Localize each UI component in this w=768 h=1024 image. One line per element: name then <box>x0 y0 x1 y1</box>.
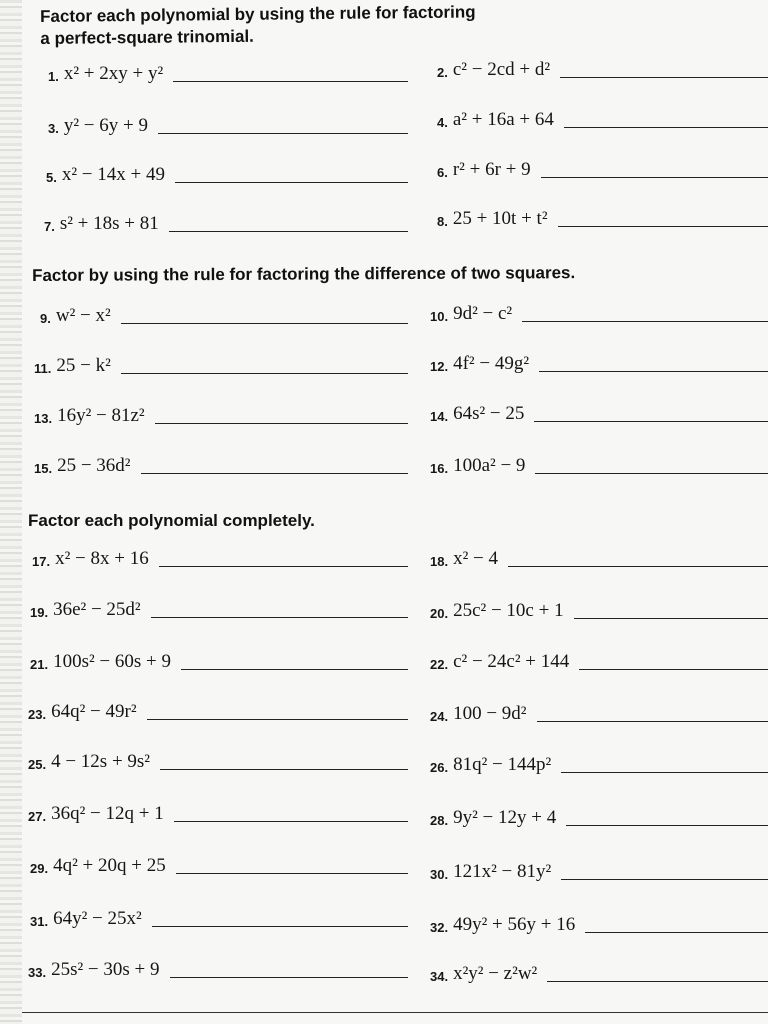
problem-3 <box>48 112 408 138</box>
problem-number: 27. <box>28 809 47 824</box>
answer-line[interactable] <box>152 926 408 927</box>
answer-line[interactable] <box>121 373 408 374</box>
problem-27 <box>28 800 408 826</box>
answer-line[interactable] <box>508 566 768 567</box>
problem-31 <box>30 905 408 931</box>
problem-number: 10. <box>430 309 449 324</box>
problem-expression: 4 − 12s + 9s² <box>51 751 150 772</box>
answer-line[interactable] <box>176 873 408 874</box>
problem-number: 31. <box>30 914 49 929</box>
problem-expression: x² − 4 <box>453 548 498 569</box>
answer-line[interactable] <box>141 473 409 474</box>
problem-expression: 64y² − 25x² <box>53 908 142 929</box>
problem-number: 19. <box>30 605 49 620</box>
problem-expression: r² + 6r + 9 <box>452 159 531 180</box>
problem-18 <box>430 545 768 571</box>
problem-number: 1. <box>48 69 59 84</box>
answer-line[interactable] <box>170 977 409 978</box>
problem-number: 28. <box>430 813 449 828</box>
answer-line[interactable] <box>561 879 768 880</box>
problem-number: 32. <box>430 920 449 935</box>
problem-expression: x² − 8x + 16 <box>55 548 149 569</box>
problem-12 <box>430 350 768 376</box>
problem-number: 26. <box>430 760 449 775</box>
problem-expression: x² − 14x + 49 <box>61 164 165 185</box>
problem-25 <box>28 748 408 774</box>
section-2-heading: Factor by using the rule for factoring the difference of two squares. <box>32 263 576 285</box>
problem-30 <box>430 858 768 884</box>
problem-11 <box>34 352 408 378</box>
answer-line[interactable] <box>175 182 408 183</box>
problem-expression: 100s² − 60s + 9 <box>53 651 171 672</box>
problem-number: 25. <box>28 757 47 772</box>
answer-line[interactable] <box>561 772 768 773</box>
problem-expression: 4f² − 49g² <box>453 353 530 374</box>
problem-28 <box>430 804 768 830</box>
section-3-heading: Factor each polynomial completely. <box>28 511 315 530</box>
problem-expression: 9y² − 12y + 4 <box>453 807 557 828</box>
problem-number: 11. <box>34 361 52 376</box>
problem-13 <box>34 402 408 428</box>
problem-number: 29. <box>30 861 49 876</box>
answer-line[interactable] <box>585 932 768 933</box>
answer-line[interactable] <box>534 421 768 422</box>
answer-line[interactable] <box>121 323 408 324</box>
problem-expression: 25 − 36d² <box>57 455 131 476</box>
answer-line[interactable] <box>566 825 768 826</box>
problem-expression: c² − 24c² + 144 <box>453 651 570 672</box>
page-binding-edge <box>0 0 22 1024</box>
problem-20 <box>430 597 768 623</box>
problem-number: 2. <box>437 65 448 80</box>
answer-line[interactable] <box>574 618 768 619</box>
problem-number: 4. <box>437 115 448 130</box>
answer-line[interactable] <box>181 669 408 670</box>
problem-number: 22. <box>430 657 449 672</box>
problem-expression: 100a² − 9 <box>453 455 526 476</box>
problem-4 <box>437 106 768 132</box>
problem-23 <box>28 698 408 724</box>
answer-line[interactable] <box>158 133 408 134</box>
problem-expression: 25c² − 10c + 1 <box>453 600 564 621</box>
problem-number: 24. <box>430 709 449 724</box>
problem-number: 5. <box>46 170 57 185</box>
problem-number: 21. <box>30 657 49 672</box>
answer-line[interactable] <box>169 231 408 232</box>
answer-line[interactable] <box>159 566 408 567</box>
answer-line[interactable] <box>522 321 768 322</box>
problem-expression: 64s² − 25 <box>453 403 525 424</box>
problem-expression: 100 − 9d² <box>453 703 527 724</box>
problem-number: 6. <box>437 165 448 180</box>
problem-22 <box>430 648 768 674</box>
problem-number: 30. <box>430 867 449 882</box>
answer-line[interactable] <box>539 371 768 372</box>
problem-expression: 25s² − 30s + 9 <box>51 959 160 980</box>
problem-expression: 9d² − c² <box>453 303 513 324</box>
answer-line[interactable] <box>174 821 408 822</box>
answer-line[interactable] <box>535 473 768 474</box>
problem-number: 7. <box>44 219 55 234</box>
problem-expression: 16y² − 81z² <box>57 405 145 426</box>
problem-expression: 81q² − 144p² <box>453 754 552 775</box>
problem-number: 33. <box>28 965 47 980</box>
problem-expression: 25 + 10t + t² <box>452 208 548 229</box>
problem-8 <box>437 205 768 231</box>
answer-line[interactable] <box>173 81 408 82</box>
problem-1 <box>48 60 408 86</box>
problem-26 <box>430 751 768 777</box>
problem-number: 23. <box>28 707 47 722</box>
problem-6 <box>437 156 768 182</box>
answer-line[interactable] <box>151 617 408 618</box>
problem-expression: 49y² + 56y + 16 <box>453 914 576 935</box>
problem-34 <box>430 960 768 986</box>
problem-5 <box>46 161 408 187</box>
problem-number: 14. <box>430 409 449 424</box>
answer-line[interactable] <box>547 981 768 982</box>
problem-number: 8. <box>437 214 448 229</box>
problem-expression: y² − 6y + 9 <box>63 115 148 136</box>
problem-expression: w² − x² <box>55 305 111 326</box>
problem-number: 34. <box>430 969 449 984</box>
problem-number: 3. <box>48 121 59 136</box>
problem-expression: 36q² − 12q + 1 <box>51 803 164 824</box>
problem-expression: c² − 2cd + d² <box>452 59 551 80</box>
problem-number: 12. <box>430 359 449 374</box>
problem-7 <box>44 210 408 236</box>
problem-16 <box>430 452 768 478</box>
problem-expression: a² + 16a + 64 <box>452 109 554 130</box>
problem-33 <box>28 956 408 982</box>
problem-15 <box>34 452 408 478</box>
bottom-divider <box>22 1012 768 1013</box>
answer-line[interactable] <box>160 769 408 770</box>
answer-line[interactable] <box>541 177 768 178</box>
problem-expression: s² + 18s + 81 <box>59 213 159 234</box>
problem-9 <box>40 302 408 328</box>
problem-24 <box>430 700 768 726</box>
problem-number: 20. <box>430 606 449 621</box>
section-1-heading: Factor each polynomial by using the rule for factoring a perfect-square trinomial. <box>40 2 476 48</box>
problem-number: 18. <box>430 554 449 569</box>
problem-2 <box>437 56 768 82</box>
problem-21 <box>30 648 408 674</box>
problem-expression: x² + 2xy + y² <box>63 63 164 84</box>
problem-expression: 64q² − 49r² <box>51 701 137 722</box>
problem-expression: 25 − k² <box>56 355 111 376</box>
problem-expression: 4q² + 20q + 25 <box>53 855 166 876</box>
answer-line[interactable] <box>579 669 768 670</box>
answer-line[interactable] <box>564 127 768 128</box>
answer-line[interactable] <box>147 719 408 720</box>
problem-17 <box>32 545 408 571</box>
problem-expression: 36e² − 25d² <box>53 599 141 620</box>
problem-expression: x²y² − z²w² <box>453 963 538 984</box>
problem-14 <box>430 400 768 426</box>
problem-number: 16. <box>430 461 449 476</box>
answer-line[interactable] <box>558 226 768 227</box>
problem-29 <box>30 852 408 878</box>
problem-19 <box>30 596 408 622</box>
answer-line[interactable] <box>537 721 768 722</box>
answer-line[interactable] <box>560 77 768 78</box>
problem-number: 15. <box>34 461 53 476</box>
problem-number: 9. <box>40 311 51 326</box>
problem-number: 13. <box>34 411 53 426</box>
problem-32 <box>430 911 768 937</box>
answer-line[interactable] <box>155 423 408 424</box>
problem-expression: 121x² − 81y² <box>453 861 552 882</box>
problem-number: 17. <box>32 554 51 569</box>
problem-10 <box>430 300 768 326</box>
